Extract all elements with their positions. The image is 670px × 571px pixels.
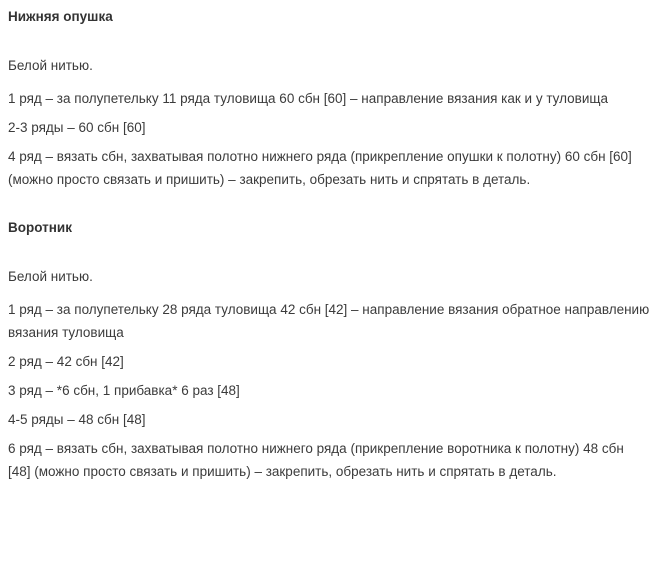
paragraph: 3 ряд – *6 сбн, 1 прибавка* 6 раз [48] — [8, 383, 240, 398]
document-section — [8, 219, 660, 483]
section-heading: Нижняя опушка — [8, 9, 113, 24]
paragraph: 1 ряд – за полупетельку 11 ряда туловища 60 сбн [60] – направление вязания как и у туловища — [8, 91, 608, 106]
paragraph: Белой нитью. — [8, 58, 93, 73]
section-spacer — [8, 191, 660, 219]
paragraph-spacer — [8, 77, 660, 87]
paragraph: 6 ряд – вязать сбн, захватывая полотно нижнего ряда (прикрепление воротника к полотну) 48 сбн [48] (можно просто связать и пришить) – закрепить, обрезать нить и спрятать в деталь. — [8, 441, 624, 479]
paragraph: 1 ряд – за полупетельку 28 ряда туловища 42 сбн [42] – направление вязания обратное направлению вязания туловища — [8, 302, 650, 340]
paragraph: 4 ряд – вязать сбн, захватывая полотно нижнего ряда (прикрепление опушки к полотну) 60 сбн [60] (можно просто связать и пришить) – закрепить, обрезать нить и спрятать в деталь. — [8, 149, 632, 187]
heading-spacer — [8, 237, 660, 265]
paragraph: Белой нитью. — [8, 269, 93, 284]
heading-spacer — [8, 26, 660, 54]
document-section — [8, 8, 660, 191]
paragraph: 2 ряд – 42 сбн [42] — [8, 354, 124, 369]
paragraph-spacer — [8, 288, 660, 298]
paragraph: 2-3 ряды – 60 сбн [60] — [8, 120, 146, 135]
section-heading: Воротник — [8, 220, 72, 235]
paragraph: 4-5 ряды – 48 сбн [48] — [8, 412, 146, 427]
